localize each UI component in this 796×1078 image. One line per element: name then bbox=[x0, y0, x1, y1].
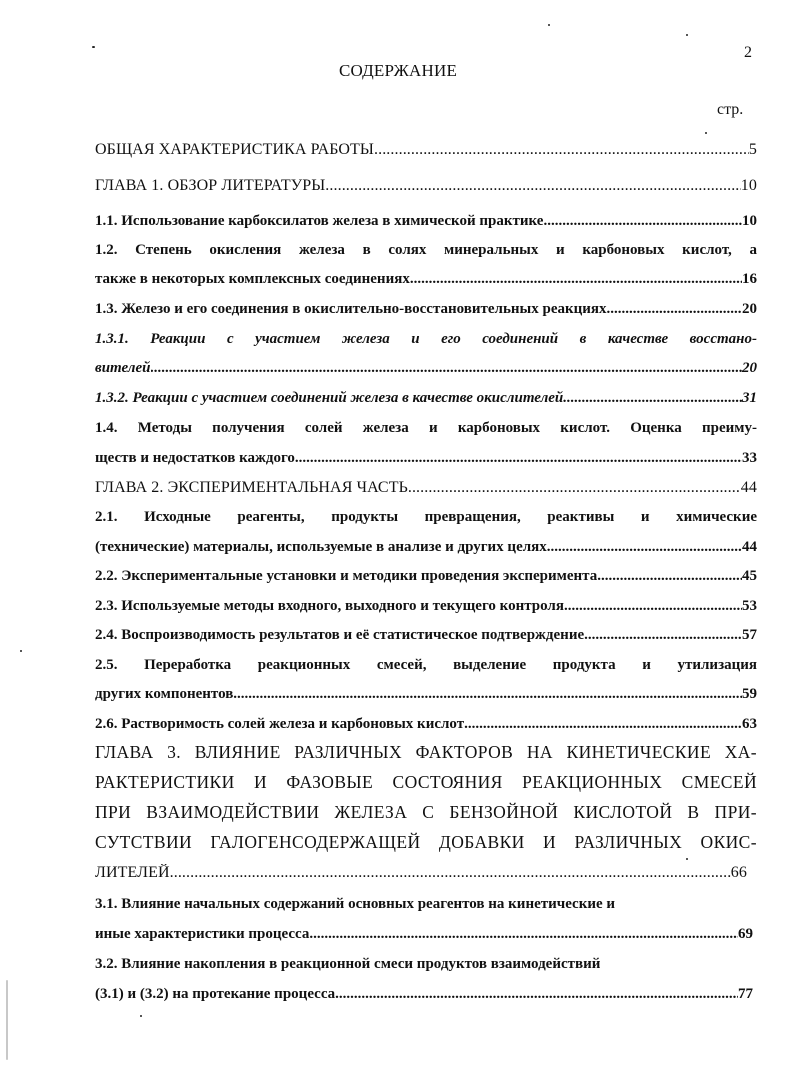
toc-leader bbox=[597, 568, 742, 585]
toc-entry-title: ПРИ ВЗАИМОДЕЙСТВИИ ЖЕЛЕЗА С БЕНЗОЙНОЙ КИСЛОТОЙ В ПРИ- bbox=[95, 802, 757, 822]
toc-entry-page: 66 bbox=[730, 864, 747, 881]
toc-entry-3-1-line1[interactable] bbox=[95, 896, 735, 913]
toc-entry-1-3[interactable] bbox=[95, 301, 757, 318]
toc-leader bbox=[607, 301, 742, 318]
toc-leader bbox=[295, 450, 742, 467]
scan-speck bbox=[140, 1015, 142, 1017]
toc-entry-page: 5 bbox=[748, 141, 757, 158]
toc-entry-title: ОБЩАЯ ХАРАКТЕРИСТИКА РАБОТЫ bbox=[95, 141, 374, 158]
toc-leader bbox=[374, 141, 749, 159]
toc-entry-page: 10 bbox=[740, 177, 757, 194]
toc-leader bbox=[584, 627, 742, 644]
toc-entry-2-1-line2[interactable] bbox=[95, 539, 757, 556]
toc-entry-page: 69 bbox=[738, 926, 753, 942]
toc-entry-title: 1.3.2. Реакции с участием соединений железа в качестве окислителей bbox=[95, 390, 564, 406]
toc-entry-page: 33 bbox=[742, 450, 757, 466]
toc-entry-title: других компонентов bbox=[95, 686, 234, 702]
toc-leader bbox=[408, 479, 741, 497]
toc-entry-1-2-line2[interactable] bbox=[95, 271, 757, 288]
toc-entry-title: ГЛАВА 2. ЭКСПЕРИМЕНТАЛЬНАЯ ЧАСТЬ bbox=[95, 479, 408, 496]
toc-leader bbox=[563, 390, 742, 407]
toc-entry-2-1-line1[interactable] bbox=[95, 509, 757, 533]
toc-entry-title: 1.4. Методы получения солей железа и карбоновых кислот. Оценка преиму- bbox=[95, 420, 757, 436]
toc-entry-title: 3.2. Влияние накопления в реакционной смеси продуктов взаимодействий bbox=[95, 956, 601, 972]
toc-entry-2-4[interactable] bbox=[95, 627, 757, 644]
page-number: 2 bbox=[744, 44, 752, 61]
toc-leader bbox=[309, 926, 738, 943]
toc-entry-chapter-2[interactable] bbox=[95, 479, 757, 497]
toc-leader bbox=[151, 360, 743, 377]
toc-entry-1-1[interactable] bbox=[95, 213, 757, 230]
toc-entry-2-5-line2[interactable] bbox=[95, 686, 757, 703]
toc-entry-page: 53 bbox=[742, 598, 757, 614]
toc-entry-title: 2.6. Растворимость солей железа и карбоновых кислот bbox=[95, 716, 465, 732]
scan-speck bbox=[6, 980, 8, 1060]
toc-entry-title: 2.1. Исходные реагенты, продукты превращения, реактивы и химические bbox=[95, 509, 757, 525]
toc-entry-title: 2.2. Экспериментальные установки и методики проведения эксперимента bbox=[95, 568, 598, 584]
page-column-label: стр. bbox=[717, 101, 744, 118]
toc-entry-page: 31 bbox=[742, 390, 757, 406]
toc-leader bbox=[335, 986, 738, 1003]
toc-entry-page: 20 bbox=[742, 301, 757, 317]
toc-entry-page: 10 bbox=[742, 213, 757, 229]
toc-leader bbox=[543, 213, 742, 230]
toc-entry-2-3[interactable] bbox=[95, 598, 757, 615]
toc-entry-chapter-1[interactable] bbox=[95, 177, 757, 195]
toc-entry-title: иные характеристики процесса bbox=[95, 926, 310, 942]
toc-entry-page: 44 bbox=[740, 479, 757, 496]
scan-speck bbox=[686, 858, 688, 860]
toc-entry-title: (технические) материалы, используемые в анализе и других целях bbox=[95, 539, 547, 555]
toc-entry-title: СУТСТВИИ ГАЛОГЕНСОДЕРЖАЩЕЙ ДОБАВКИ И РАЗЛИЧНЫХ ОКИС- bbox=[95, 832, 757, 852]
toc-entry-chapter-3-line5[interactable] bbox=[95, 864, 747, 882]
toc-entry-title: вителей bbox=[95, 360, 151, 376]
toc-entry-title: ГЛАВА 3. ВЛИЯНИЕ РАЗЛИЧНЫХ ФАКТОРОВ НА КИНЕТИЧЕСКИЕ ХА- bbox=[95, 742, 757, 762]
toc-entry-title: ществ и недостатков каждого bbox=[95, 450, 295, 466]
toc-entry-page: 57 bbox=[742, 627, 757, 643]
toc-entry-title: 3.1. Влияние начальных содержаний основных реагентов на кинетические и bbox=[95, 896, 616, 912]
toc-leader bbox=[464, 716, 742, 733]
toc-entry-3-2-line2[interactable] bbox=[95, 986, 753, 1003]
toc-entry-page: 45 bbox=[742, 568, 757, 584]
toc-entry-1-3-1-line1[interactable] bbox=[95, 331, 757, 355]
scan-speck bbox=[20, 650, 22, 652]
toc-entry-title: 2.4. Воспроизводимость результатов и её статистическое подтверждение bbox=[95, 627, 585, 643]
toc-entry-general[interactable] bbox=[95, 141, 757, 159]
toc-entry-chapter-3-line2[interactable] bbox=[95, 772, 757, 798]
toc-leader bbox=[233, 686, 742, 703]
toc-entry-title: 2.3. Используемые методы входного, выходного и текущего контроля bbox=[95, 598, 564, 614]
page-title: СОДЕРЖАНИЕ bbox=[338, 61, 458, 80]
toc-leader bbox=[564, 598, 742, 615]
toc-entry-chapter-3-line1[interactable] bbox=[95, 742, 757, 768]
toc-entry-title: 2.5. Переработка реакционных смесей, выделение продукта и утилизация bbox=[95, 657, 757, 673]
toc-entry-1-2-line1[interactable] bbox=[95, 242, 757, 266]
toc-entry-title: 1.1. Использование карбоксилатов железа в химической практике bbox=[95, 213, 544, 229]
toc-entry-title: ГЛАВА 1. ОБЗОР ЛИТЕРАТУРЫ bbox=[95, 177, 326, 194]
toc-entry-1-3-2[interactable] bbox=[95, 390, 757, 407]
toc-entry-2-2[interactable] bbox=[95, 568, 757, 585]
toc-entry-page: 20 bbox=[742, 360, 757, 376]
toc-leader bbox=[325, 177, 741, 195]
scan-speck bbox=[92, 46, 95, 48]
toc-entry-title: 1.3.1. Реакции с участием железа и его соединений в качестве восстано- bbox=[95, 331, 757, 347]
toc-entry-title: также в некоторых комплексных соединениях bbox=[95, 271, 410, 287]
toc-entry-2-6[interactable] bbox=[95, 716, 757, 733]
toc-entry-chapter-3-line4[interactable] bbox=[95, 832, 757, 858]
toc-entry-1-4-line2[interactable] bbox=[95, 450, 757, 467]
toc-entry-1-3-1-line2[interactable] bbox=[95, 360, 757, 377]
toc-entry-2-5-line1[interactable] bbox=[95, 657, 757, 681]
toc-entry-title: 1.3. Железо и его соединения в окислительно-восстановительных реакциях bbox=[95, 301, 607, 317]
toc-entry-1-4-line1[interactable] bbox=[95, 420, 757, 444]
toc-entry-title: 1.2. Степень окисления железа в солях минеральных и карбоновых кислот, а bbox=[95, 242, 757, 258]
toc-entry-chapter-3-line3[interactable] bbox=[95, 802, 757, 828]
toc-entry-title: РАКТЕРИСТИКИ И ФАЗОВЫЕ СОСТОЯНИЯ РЕАКЦИОННЫХ СМЕСЕЙ bbox=[95, 772, 757, 792]
toc-leader bbox=[170, 864, 731, 882]
scan-speck bbox=[705, 132, 707, 134]
scan-speck bbox=[548, 24, 550, 26]
toc-entry-page: 44 bbox=[742, 539, 757, 555]
toc-entry-page: 63 bbox=[742, 716, 757, 732]
toc-entry-3-2-line1[interactable] bbox=[95, 956, 735, 973]
scan-speck bbox=[686, 34, 688, 36]
toc-leader bbox=[547, 539, 742, 556]
toc-entry-title: (3.1) и (3.2) на протекание процесса bbox=[95, 986, 336, 1002]
toc-entry-page: 16 bbox=[742, 271, 757, 287]
toc-leader bbox=[410, 271, 742, 288]
toc-entry-3-1-line2[interactable] bbox=[95, 926, 753, 943]
toc-entry-page: 77 bbox=[738, 986, 753, 1002]
toc-entry-title: ЛИТЕЛЕЙ bbox=[95, 864, 170, 881]
toc-entry-page: 59 bbox=[742, 686, 757, 702]
